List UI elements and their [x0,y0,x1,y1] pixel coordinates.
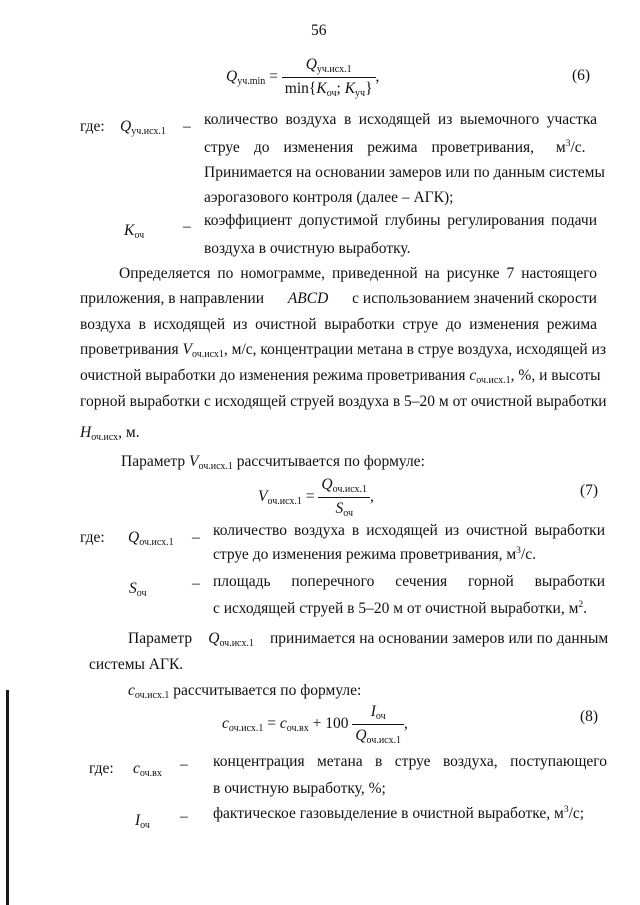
para1-line7: $H_{оч.исх}$, м. [80,424,140,443]
dash: – [192,575,200,592]
symbol-q-och: $Q_{оч.исх.1}$ [128,529,174,548]
para2: Параметр $V_{оч.исх.1}$ рассчитывается по формуле: [121,453,425,472]
symbol-i-och: $I_{оч}$ [135,812,150,831]
para4: $c_{оч.исх.1}$ рассчитывается по формуле: [128,682,362,701]
para3-line1: Параметр $Q_{оч.исх.1}$ принимается на основании замеров или по данным [128,630,609,649]
equation-6: $Q_{уч.min}$ = $\frac{Q_{уч.исх.1}}{\min\{K_{оч}; K_{уч}\}}$ , [226,56,380,99]
def-s-och-line2: с исходящей струей в 5–20 м от очистной выработки, $м^2$. [213,600,588,617]
where-label: где: [80,118,105,135]
para1-line2: приложения, в направлении ABCD с использованием значений скорости [80,290,597,307]
def-q-uch-line4: аэрогазового контроля (далее – АГК); [204,189,454,206]
def-q-och-line1: количество воздуха в исходящей из очистной выработки [213,522,605,539]
para1-line3: воздуха в исходящей из очистной выработки струе до изменения режима [80,316,597,333]
def-c-och-vx-line2: в очистную выработку, %; [213,780,386,797]
def-k-och-line2: воздуха в очистную выработку. [204,240,411,257]
def-q-och-line2: струе до изменения режима проветривания, $м^3/с$. [213,546,536,563]
def-i-och-line1: фактическое газовыделение в очистной выработке, $м^3/с$; [213,805,585,822]
def-c-och-vx-line1: концентрация метана в струе воздуха, поступающего [213,753,607,770]
equation-6-number: (6) [572,67,591,84]
para1-line4: проветривания $V_{оч.исх1}$, м/с, концентрации метана в струе воздуха, исходящей из [80,341,606,360]
def-k-och-line1: коэффициент допустимой глубины регулирования подачи [204,212,597,229]
symbol-s-och: $S_{оч}$ [129,580,147,599]
page-number: 56 [311,22,327,39]
dash: – [183,118,191,135]
dash: – [180,808,188,825]
def-q-uch-line2: струе до изменения режима проветривания, $м^3/с$. [204,139,586,156]
where-label: где: [80,529,105,546]
symbol-c-och-vx: $c_{оч.вх}$ [133,760,162,779]
dash: – [180,756,188,773]
para1-line5: очистной выработки до изменения режима проветривания $c_{оч.исх.1}$, %, и высоты [80,367,601,386]
where-label: где: [89,760,114,777]
equation-7-number: (7) [580,482,599,499]
dash: – [183,218,191,235]
equation-7: $V_{оч.исх.1}$ = $\frac{Q_{оч.исх.1}}{S_{оч}}$ , [258,476,374,519]
equation-8-number: (8) [580,708,599,725]
equation-8: $c_{оч.исх.1} = c_{оч.вх} + 100$ $\frac{I_{оч}}{Q_{оч.исх.1}}$ , [222,703,408,746]
def-q-uch-line3: Принимается на основании замеров или по данным системы [204,164,605,181]
dash: – [192,529,200,546]
symbol-k-och: $K_{оч}$ [124,222,145,241]
def-s-och-line1: площадь поперечного сечения горной выработки [213,573,605,590]
def-q-uch-line1: количество воздуха в исходящей из выемочного участка [204,111,597,128]
para3-line2: системы АГК. [89,656,184,673]
para1-line6: горной выработки с исходящей струей воздуха в 5–20 м от очистной выработки [80,393,607,410]
scan-edge-artifact [6,690,9,905]
symbol-q-uch: $Q_{уч.исх.1}$ [120,118,166,137]
para1-line1: Определяется по номограмме, приведенной на рисунке 7 настоящего [119,265,597,282]
